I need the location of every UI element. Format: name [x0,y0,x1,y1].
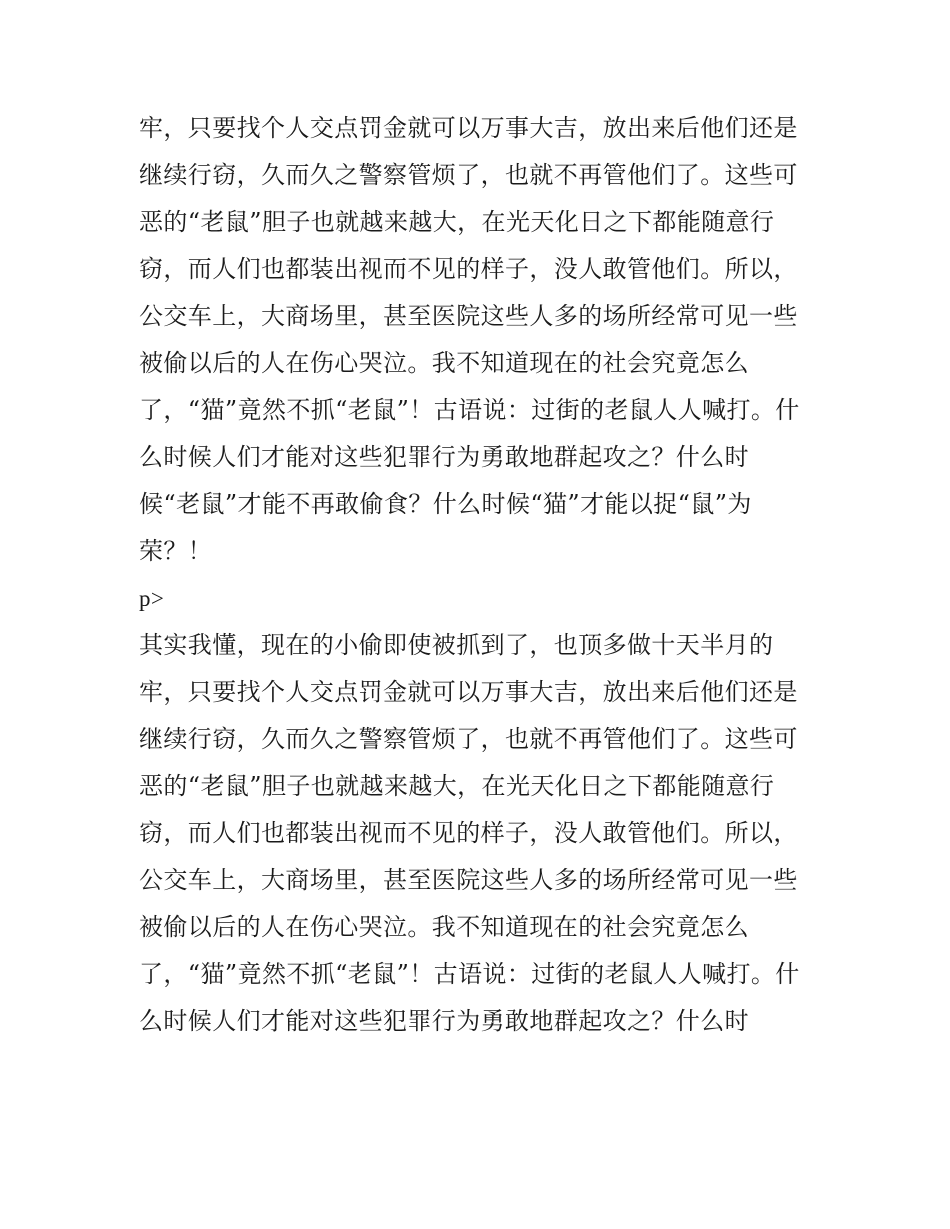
text-line: 继续行窃，久而久之警察管烦了，也就不再管他们了。这些可 [139,161,798,189]
text-line: 继续行窃，久而久之警察管烦了，也就不再管他们了。这些可 [139,725,798,753]
text-line: 窃，而人们也都装出视而不见的样子，没人敢管他们。所以， [139,255,798,283]
text-line: 恶的“老鼠”胆子也就越来越大，在光天化日之下都能随意行 [139,772,775,800]
text-line: 荣？！ [139,537,213,565]
text-line: 牢，只要找个人交点罚金就可以万事大吉，放出来后他们还是 [139,114,798,142]
text-line: 么时候人们才能对这些犯罪行为勇敢地群起攻之？什么时 [139,443,749,471]
stray-tag-line: p> [139,586,165,611]
text-line: 牢，只要找个人交点罚金就可以万事大吉，放出来后他们还是 [139,678,798,706]
text-line: 窃，而人们也都装出视而不见的样子，没人敢管他们。所以， [139,819,798,847]
text-line: 恶的“老鼠”胆子也就越来越大，在光天化日之下都能随意行 [139,208,775,236]
text-line: 被偷以后的人在伤心哭泣。我不知道现在的社会究竟怎么 [139,913,749,941]
text-column [139,105,819,1045]
text-line: 候“老鼠”才能不再敢偷食？什么时候“猫”才能以捉“鼠”为 [139,490,752,518]
text-line: 了，“猫”竟然不抓“老鼠”！古语说：过街的老鼠人人喊打。什 [139,960,800,988]
text-line: 其实我懂，现在的小偷即使被抓到了，也顶多做十天半月的 [139,631,774,659]
text-line: 公交车上，大商场里，甚至医院这些人多的场所经常可见一些 [139,866,798,894]
text-line: 么时候人们才能对这些犯罪行为勇敢地群起攻之？什么时 [139,1007,749,1035]
text-line: 公交车上，大商场里，甚至医院这些人多的场所经常可见一些 [139,302,798,330]
text-line: 被偷以后的人在伤心哭泣。我不知道现在的社会究竟怎么 [139,349,749,377]
text-line: 了，“猫”竟然不抓“老鼠”！古语说：过街的老鼠人人喊打。什 [139,396,800,424]
